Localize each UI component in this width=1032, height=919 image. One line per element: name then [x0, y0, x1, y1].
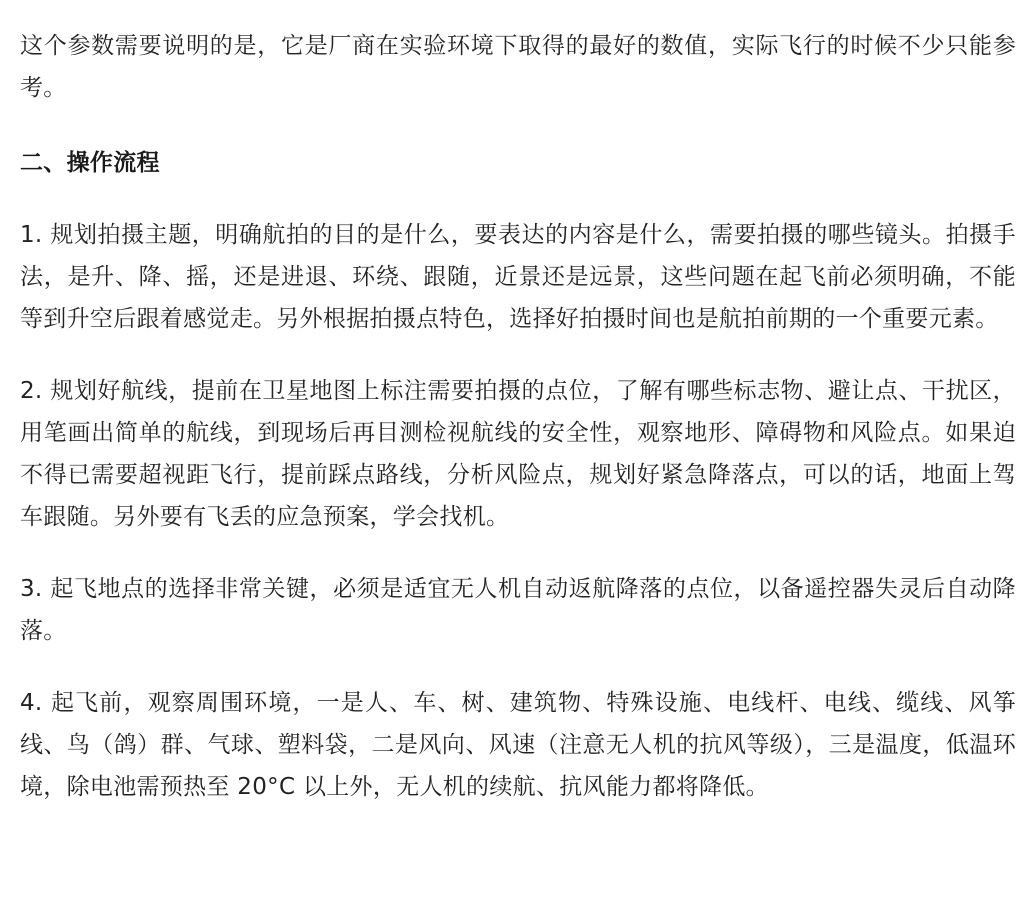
step-2-paragraph: 2. 规划好航线，提前在卫星地图上标注需要拍摄的点位，了解有哪些标志物、避让点、干扰区，用笔画出简单的航线，到现场后再目测检视航线的安全性，观察地形、障碍物和风险点。如果迫不得已需要超视距飞行，提前踩点路线，分析风险点，规划好紧急降落点，可以的话，地面上驾车跟随。另外要有飞丢的应急预案，学会找机。 [20, 378, 1016, 530]
intro-paragraph: 这个参数需要说明的是，它是厂商在实验环境下取得的最好的数值，实际飞行的时候不少只能参考。 [20, 33, 1016, 101]
article-body [20, 0, 1016, 808]
section-heading: 二、操作流程 [20, 150, 160, 176]
step-4-paragraph: 4. 起飞前，观察周围环境，一是人、车、树、建筑物、特殊设施、电线杆、电线、缆线、风筝线、鸟（鸽）群、气球、塑料袋，二是风向、风速（注意无人机的抗风等级），三是温度，低温环境，除电池需预热至 20°C 以上外，无人机的续航、抗风能力都将降低。 [20, 690, 1016, 800]
step-1-paragraph: 1. 规划拍摄主题，明确航拍的目的是什么，要表达的内容是什么，需要拍摄的哪些镜头。拍摄手法，是升、降、摇，还是进退、环绕、跟随，近景还是远景，这些问题在起飞前必须明确，不能等到升空后跟着感觉走。另外根据拍摄点特色，选择好拍摄时间也是航拍前期的一个重要元素。 [20, 222, 1016, 332]
step-3-paragraph: 3. 起飞地点的选择非常关键，必须是适宜无人机自动返航降落的点位，以备遥控器失灵后自动降落。 [20, 576, 1016, 644]
